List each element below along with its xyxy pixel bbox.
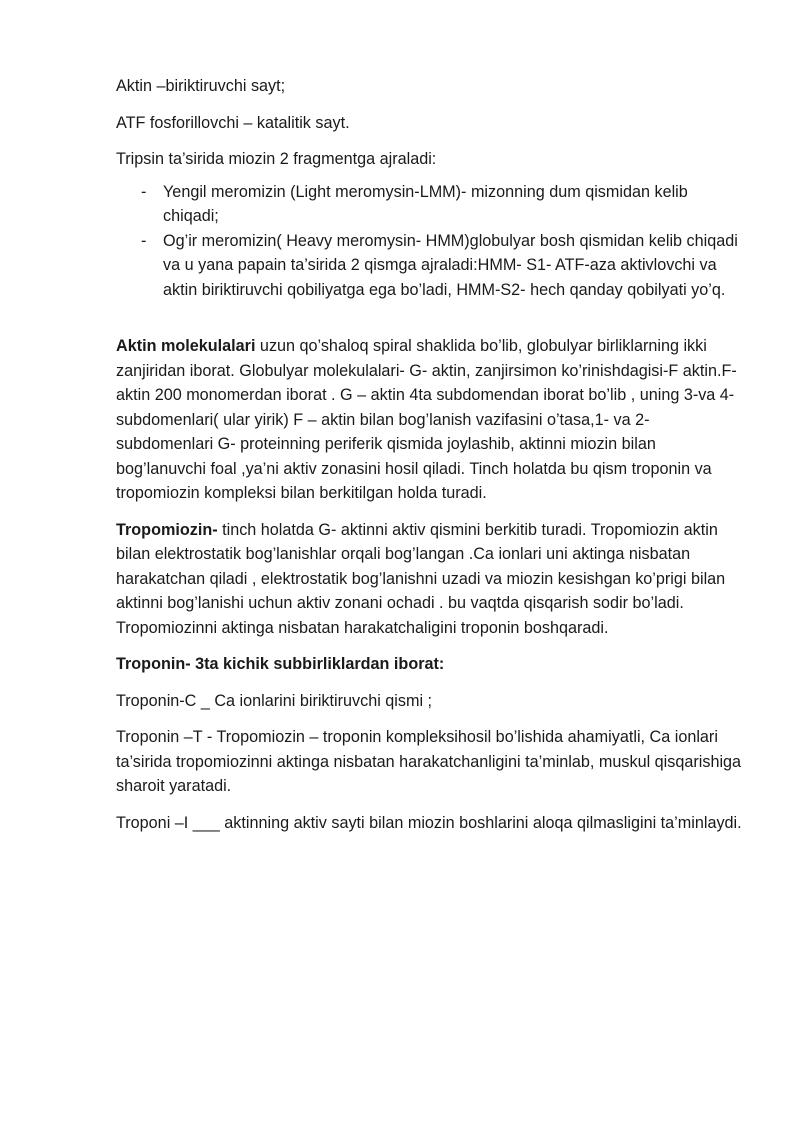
paragraph-spacer — [116, 302, 746, 334]
fragment-list — [116, 180, 746, 303]
paragraph-troponin-heading — [116, 652, 746, 677]
paragraph-troponin-i: Troponi –I ___ aktinning aktiv sayti bilan miozin boshlarini aloqa qilmasligini ta’minlaydi. — [116, 813, 742, 832]
paragraph-tropomiozin — [116, 518, 746, 641]
list-dash: - — [141, 182, 147, 201]
tropomiozin-text: tinch holatda G- aktinni aktiv qismini berkitib turadi. Tropomiozin aktin bilan elektrostatik bog’lanishlar orqali bog’langan .Ca ionlari uni aktinga nisbatan harakatchan qiladi , elektrostatik bog’lanishni uzadi va miozin kesishgan ko’prigi bilan aktinni bog’lanishi uchun aktiv zonani ochadi . bu vaqtda qisqarish sodir bo’ladi. Tropomiozinni aktinga nisbatan harakatchaligini troponin boshqaradi. — [116, 520, 726, 637]
tropomiozin-heading: Tropomiozin- — [116, 520, 218, 539]
aktin-heading: Aktin molekulalari — [116, 337, 256, 355]
list-item-text: Yengil meromizin (Light meromysin-LMM)- mizonning dum qismidan kelib chiqadi; — [163, 182, 688, 225]
paragraph-troponin-c: Troponin-C _ Ca ionlarini biriktiruvchi qismi ; — [116, 691, 433, 710]
list-item-text: Og’ir meromizin( Heavy meromysin- HMM)globulyar bosh qismidan kelib chiqadi va u yana papain ta’sirida 2 qismga ajraladi:HMM- S1- ATF-aza aktivlovchi va aktin biriktiruvchi qobiliyatga ega bo’ladi, HMM-S2- hech qanday qobilyati yo’q. — [163, 231, 738, 299]
paragraph-atf-site: ATF fosforillovchi – katalitik sayt. — [116, 113, 350, 132]
aktin-text: uzun qo’shaloq spiral shaklida bo’lib, globulyar birliklarning ikki zanjiridan iborat. Globulyar molekulalari- G- aktin, zanjirsimon ko’rinishdagisi-F aktin.F-aktin 200 monomerdan iborat . G – aktin 4ta subdomendan iborat bo’lib , uning 3-va 4- subdomenlari( ular yirik) F – aktin bilan bog’lanish vazifasini o’tasa,1- va 2- subdomenlari G- proteinning periferik qismida joylashib, aktinni miozin bilan bog’lanuvchi foal ,ya’ni aktiv zonasini hosil qiladi. Tinch holatda bu qism troponin va tropomiozin kompleksi bilan berkitilgan holda turadi. — [116, 337, 737, 502]
list-item — [116, 229, 746, 303]
troponin-heading: Troponin- 3ta kichik subbirliklardan iborat: — [116, 655, 445, 673]
paragraph-aktin-molekulalari — [116, 334, 746, 506]
paragraph-tripsin: Tripsin ta’sirida miozin 2 fragmentga ajraladi: — [116, 150, 437, 168]
list-item — [116, 180, 746, 229]
paragraph-troponin-t: Troponin –T - Tropomiozin – troponin kompleksihosil bo’lishida ahamiyatli, Ca ionlari ta’sirida tropomiozinni aktinga nisbatan harakatchanligini ta’minlab, muskul qisqarishiga sharoit yaratadi. — [116, 728, 742, 795]
list-dash: - — [141, 231, 147, 250]
paragraph-aktin-site: Aktin –biriktiruvchi sayt; — [116, 77, 286, 95]
document-page — [116, 74, 746, 847]
